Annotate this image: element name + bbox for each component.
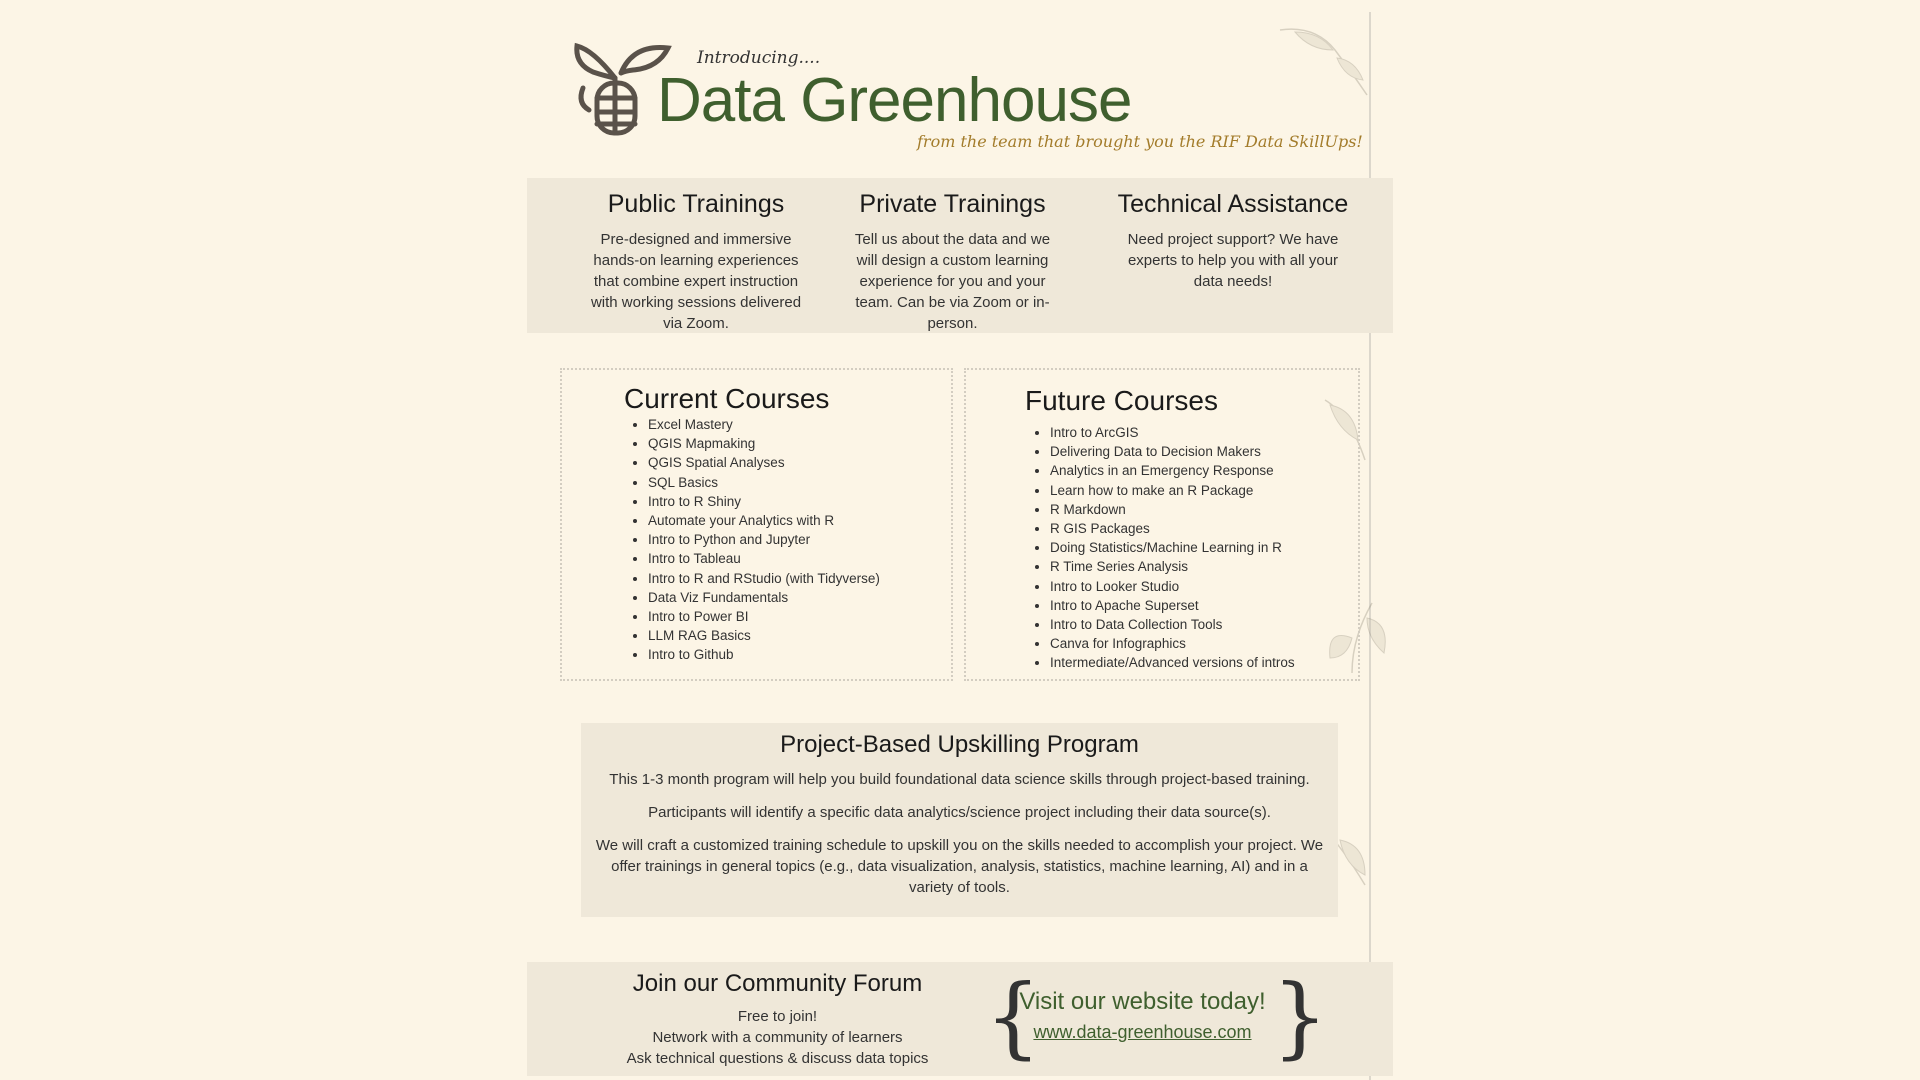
upskilling-paragraph: This 1-3 month program will help you build foundational data science skills through project-based training. bbox=[609, 771, 1310, 788]
future-courses-box bbox=[964, 368, 1360, 681]
page-edge-divider bbox=[1369, 12, 1371, 1080]
course-list-item: • R Markdown bbox=[1050, 500, 1295, 519]
course-list-item: • Analytics in an Emergency Response bbox=[1050, 461, 1295, 480]
current-courses-box bbox=[560, 368, 953, 681]
current-courses-title: Current Courses bbox=[624, 383, 830, 414]
website-cta: Visit our website today! bbox=[1019, 988, 1266, 1015]
course-list-item: • LLM RAG Basics bbox=[648, 626, 880, 645]
website-callout bbox=[1005, 988, 1280, 1043]
community-forum bbox=[590, 970, 965, 1069]
service-title: Private Trainings bbox=[859, 190, 1046, 218]
upskilling-title: Project-Based Upskilling Program bbox=[780, 731, 1139, 758]
course-list-item: • Data Viz Fundamentals bbox=[648, 588, 880, 607]
service-technical-assistance bbox=[1117, 190, 1349, 292]
course-list-item: • Intro to Power BI bbox=[648, 607, 880, 626]
upskilling-paragraph: Participants will identify a specific data analytics/science project including their data source(s). bbox=[648, 804, 1271, 821]
course-list-item: • QGIS Mapmaking bbox=[648, 434, 880, 453]
right-brace-decoration: } bbox=[1272, 965, 1328, 1068]
course-list-item: • Intro to Tableau bbox=[648, 549, 880, 568]
forum-title: Join our Community Forum bbox=[632, 970, 923, 997]
service-text: Pre-designed and immersive hands-on learning experiences that combine expert instruction with working sessions delivered via Zoom. bbox=[590, 231, 802, 332]
course-list-item: • QGIS Spatial Analyses bbox=[648, 453, 880, 472]
service-text: Tell us about the data and we will design a custom learning experience for you and your team. Can be via Zoom or in-person. bbox=[854, 231, 1051, 332]
course-list-item: • SQL Basics bbox=[648, 473, 880, 492]
course-list-item: • Doing Statistics/Machine Learning in R bbox=[1050, 538, 1295, 557]
course-list-item: • Intro to Github bbox=[648, 645, 880, 664]
service-title: Public Trainings bbox=[607, 190, 785, 218]
left-brace-decoration: { bbox=[985, 965, 1041, 1068]
course-list-item: • Intro to Data Collection Tools bbox=[1050, 615, 1295, 634]
current-courses-list bbox=[626, 415, 880, 665]
course-list-item: • Intro to ArcGIS bbox=[1050, 423, 1295, 442]
upskilling-panel bbox=[581, 723, 1338, 917]
course-list-item: • Automate your Analytics with R bbox=[648, 511, 880, 530]
course-list-item: • R Time Series Analysis bbox=[1050, 557, 1295, 576]
future-courses-title: Future Courses bbox=[1025, 385, 1218, 416]
website-link[interactable]: www.data-greenhouse.com bbox=[1033, 1022, 1252, 1042]
tagline: from the team that brought you the RIF Data SkillUps! bbox=[917, 132, 1363, 151]
course-list-item: • R GIS Packages bbox=[1050, 519, 1295, 538]
course-list-item: • Intro to R Shiny bbox=[648, 492, 880, 511]
service-private-trainings bbox=[845, 190, 1060, 334]
course-list-item: • Excel Mastery bbox=[648, 415, 880, 434]
forum-line: Network with a community of learners bbox=[652, 1029, 903, 1046]
service-public-trainings bbox=[581, 190, 811, 334]
intro-text: Introducing.... bbox=[697, 48, 821, 68]
course-list-item: • Intro to Python and Jupyter bbox=[648, 530, 880, 549]
upskilling-paragraph: We will craft a customized training schedule to upskill you on the skills needed to accomplish your project. We offer trainings in general topics (e.g., data visualization, analysis, statistics, machine learning, AI) and in a variety of tools. bbox=[595, 837, 1324, 896]
course-list-item: • Delivering Data to Decision Makers bbox=[1050, 442, 1295, 461]
course-list-item: • Intro to Looker Studio bbox=[1050, 577, 1295, 596]
forum-line: Free to join! bbox=[737, 1008, 818, 1025]
course-list-item: • Intermediate/Advanced versions of intros bbox=[1050, 653, 1295, 672]
service-text: Need project support? We have experts to help you with all your data needs! bbox=[1127, 231, 1339, 290]
leaf-sketch-icon bbox=[1275, 20, 1370, 100]
course-list-item: • Learn how to make an R Package bbox=[1050, 481, 1295, 500]
forum-line: Ask technical questions & discuss data topics bbox=[626, 1050, 929, 1067]
course-list-item: • Intro to R and RStudio (with Tidyverse) bbox=[648, 569, 880, 588]
brand-title: Data Greenhouse bbox=[657, 66, 1132, 135]
future-courses-list bbox=[1028, 423, 1295, 673]
service-title: Technical Assistance bbox=[1117, 190, 1349, 218]
course-list-item: • Intro to Apache Superset bbox=[1050, 596, 1295, 615]
course-list-item: • Canva for Infographics bbox=[1050, 634, 1295, 653]
